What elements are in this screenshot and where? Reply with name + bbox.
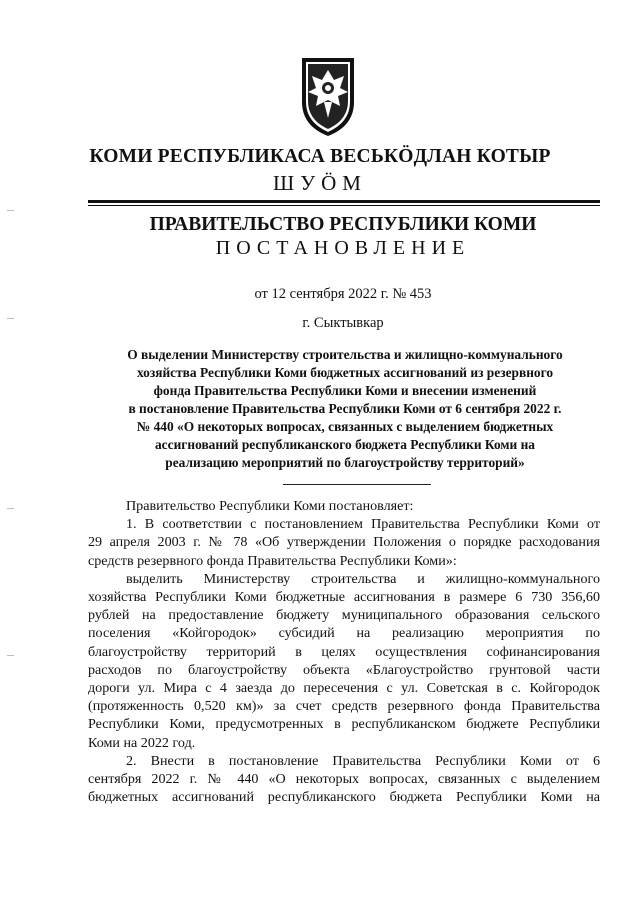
komi-doc-type: ШУӦМ xyxy=(273,171,367,195)
body-line: расходов по благоустройству объекта «Благоустройство грунтовой части xyxy=(88,661,600,678)
government-name: ПРАВИТЕЛЬСТВО РЕСПУБЛИКИ КОМИ xyxy=(149,214,537,235)
subject-line: реализацию мероприятий по благоустройству территорий» xyxy=(165,455,525,470)
body-line: дороги ул. Мира с 4 заезда до пересечения с ул. Советская в с. Койгородок xyxy=(88,680,600,697)
body-line: выделить Министерству строительства и жилищно-коммунального xyxy=(126,570,600,587)
document-type: ПОСТАНОВЛЕНИЕ xyxy=(215,237,471,259)
body-line: (протяженность 0,520 км)» за счет средств резервного фонда Правительства xyxy=(88,698,600,715)
body-line: благоустройству территорий в целях осуществления софинансирования xyxy=(88,643,600,660)
body-line: 2. Внести в постановление Правительства Республики Коми от 6 xyxy=(126,752,600,769)
document-body xyxy=(88,497,600,806)
header-rule-thick xyxy=(88,200,600,203)
body-line: 29 апреля 2003 г. № 78 «Об утверждении Положения о порядке расходования xyxy=(88,534,600,551)
body-line: средств резервного фонда Правительства Республики Коми»: xyxy=(88,552,457,569)
body-line: сентября 2022 г. № 440 «О некоторых вопросах, связанных с выделением xyxy=(88,771,600,788)
body-line: Коми на 2022 год. xyxy=(88,734,196,751)
body-line: бюджетных ассигнований республиканского бюджета Республики Коми на xyxy=(88,789,600,806)
body-line: хозяйства Республики Коми бюджетные ассигнования в размере 6 730 356,60 xyxy=(88,589,600,606)
body-line: Республики Коми, предусмотренных в республиканском бюджете Республики xyxy=(88,716,600,733)
subject-line: № 440 «О некоторых вопросах, связанных с выделением бюджетных xyxy=(136,419,554,434)
subject-separator xyxy=(283,484,431,485)
subject-line: ассигнований республиканского бюджета Республики Коми на xyxy=(154,437,535,452)
body-line: Правительство Республики Коми постановляет: xyxy=(126,498,414,514)
subject-line: О выделении Министерству строительства и жилищно-коммунального xyxy=(127,347,563,362)
body-line: 1. В соответствии с постановлением Правительства Республики Коми от xyxy=(126,516,600,533)
header-rule-thin xyxy=(88,205,600,206)
komi-government-name: КОМИ РЕСПУБЛИКАСА ВЕСЬКӦДЛАН КОТЫР xyxy=(89,146,551,167)
scan-mark xyxy=(7,508,14,509)
komi-coat-of-arms-icon xyxy=(298,52,358,138)
subject-line: хозяйства Республики Коми бюджетных ассигнований из резервного xyxy=(136,365,554,380)
subject-line: в постановление Правительства Республики Коми от 6 сентября 2022 г. xyxy=(128,401,562,416)
scan-mark xyxy=(7,655,14,656)
document-subject xyxy=(90,346,600,472)
scan-mark xyxy=(7,210,14,211)
body-line: рублей на предоставление бюджету муниципального образования сельского xyxy=(88,607,600,624)
body-line: поселения «Койгородок» субсидий на реализацию мероприятия по xyxy=(88,625,600,642)
subject-line: фонда Правительства Республики Коми и внесении изменений xyxy=(153,383,537,398)
city: г. Сыктывкар xyxy=(302,315,384,331)
date-number: от 12 сентября 2022 г. № 453 xyxy=(254,286,432,302)
scan-mark xyxy=(7,318,14,319)
